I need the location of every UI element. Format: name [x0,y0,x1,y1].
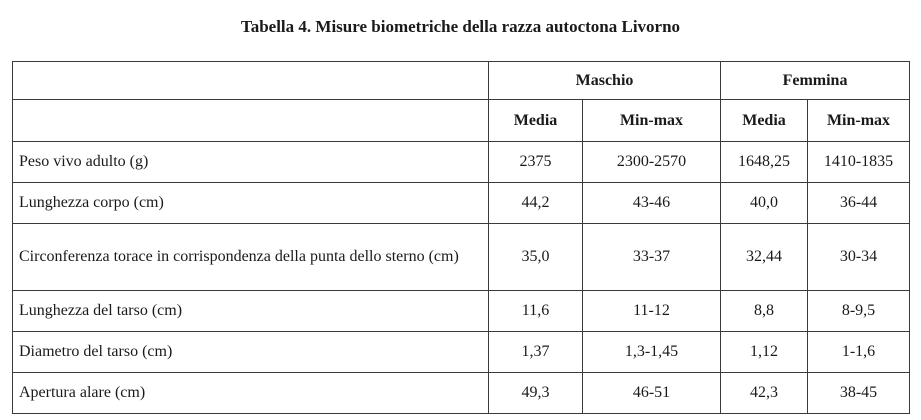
maschio-media-cell: 35,0 [489,224,583,291]
femmina-media-cell: 32,44 [721,224,808,291]
maschio-min-max-cell: 11-12 [583,291,721,332]
header-maschio-media: Media [489,100,583,142]
maschio-media-cell: 44,2 [489,183,583,224]
maschio-min-max-cell: 46-51 [583,373,721,414]
maschio-min-max-cell: 33-37 [583,224,721,291]
header-group-maschio: Maschio [489,62,721,100]
femmina-media-cell: 8,8 [721,291,808,332]
header-empty-cell [13,100,489,142]
header-maschio-min-max: Min-max [583,100,721,142]
femmina-media-cell: 42,3 [721,373,808,414]
header-row-groups [13,62,910,100]
table-row [13,373,910,414]
femmina-min-max-cell: 1-1,6 [808,332,910,373]
table-row [13,183,910,224]
row-label: Circonferenza torace in corrispondenza della punta dello sterno (cm) [13,224,489,291]
femmina-min-max-cell: 30-34 [808,224,910,291]
table-row [13,224,910,291]
table-caption: Tabella 4. Misure biometriche della razza autoctona Livorno [240,17,681,36]
row-label: Lunghezza corpo (cm) [13,183,489,224]
femmina-media-cell: 1,12 [721,332,808,373]
femmina-min-max-cell: 36-44 [808,183,910,224]
table-row [13,291,910,332]
femmina-media-cell: 1648,25 [721,142,808,183]
biometric-table [12,61,910,414]
row-label: Lunghezza del tarso (cm) [13,291,489,332]
header-empty-cell [13,62,489,100]
maschio-min-max-cell: 43-46 [583,183,721,224]
maschio-media-cell: 11,6 [489,291,583,332]
table-row [13,142,910,183]
maschio-min-max-cell: 1,3-1,45 [583,332,721,373]
header-femmina-min-max: Min-max [808,100,910,142]
row-label: Diametro del tarso (cm) [13,332,489,373]
maschio-min-max-cell: 2300-2570 [583,142,721,183]
femmina-media-cell: 40,0 [721,183,808,224]
row-label: Apertura alare (cm) [13,373,489,414]
header-row-stats [13,100,910,142]
maschio-media-cell: 2375 [489,142,583,183]
header-group-femmina: Femmina [721,62,910,100]
femmina-min-max-cell: 38-45 [808,373,910,414]
maschio-media-cell: 1,37 [489,332,583,373]
femmina-min-max-cell: 8-9,5 [808,291,910,332]
femmina-min-max-cell: 1410-1835 [808,142,910,183]
maschio-media-cell: 49,3 [489,373,583,414]
table-row [13,332,910,373]
row-label: Peso vivo adulto (g) [13,142,489,183]
header-femmina-media: Media [721,100,808,142]
